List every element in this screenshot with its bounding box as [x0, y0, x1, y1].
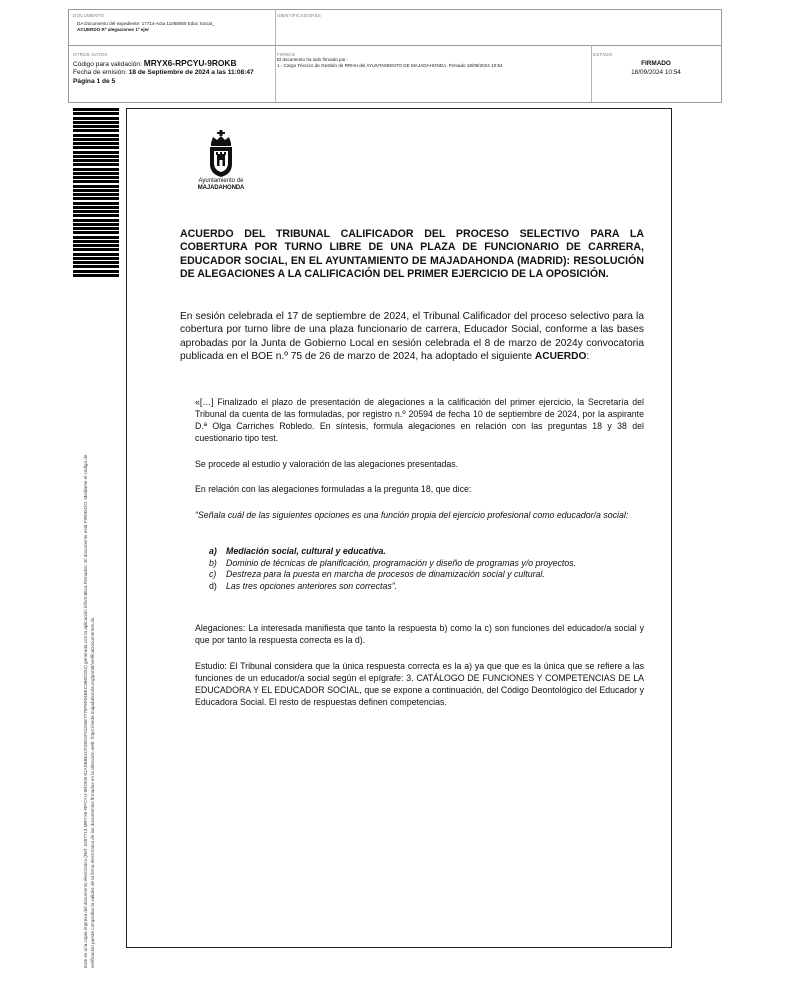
validation-code-label: Código para validación:	[73, 61, 142, 68]
barcode-bar	[73, 121, 119, 124]
barcode-bar	[73, 270, 119, 273]
barcode-bar	[73, 172, 119, 175]
verification-line: Este es una copia impresa del documento electrónico (Ref: 3287713 MRYX6-RPCYU-9ROKB 81AD6B61CF2BD1F01D6E7770F8F04BEC3B0D252) generada con la aplicación informática Firmadoc. El documento está FIRMADO. Mediante el código de	[83, 454, 88, 968]
barcode-bar	[73, 138, 119, 141]
documento-line: ACUERDO Rº alegaciones 1º ejer	[77, 27, 150, 33]
estado-label: ESTADO	[593, 52, 613, 57]
barcode-bar	[73, 159, 119, 162]
barcode-bar	[73, 125, 119, 128]
barcode-bar	[73, 180, 119, 183]
estado-cell	[593, 52, 719, 100]
barcode-bar	[73, 240, 119, 243]
barcode-bar	[73, 253, 119, 256]
barcode-bar	[73, 236, 119, 239]
municipality-logo	[188, 130, 254, 202]
firmas-line: El documento ha sido firmado por :	[277, 57, 349, 62]
paragraph: Alegaciones: La interesada manifiesta que tanto la respuesta b) como la c) son funciones del educador/a social y que por tanto la respuesta correcta es la d).	[195, 623, 644, 645]
documento-cell	[73, 13, 273, 45]
issue-date-label: Fecha de emisión:	[73, 69, 127, 77]
barcode-bar	[73, 163, 119, 166]
barcode-bar	[73, 227, 119, 230]
barcode-bar	[73, 176, 119, 179]
barcode-bar	[73, 112, 119, 115]
barcode-bar	[73, 151, 119, 154]
paragraph: En relación con las alegaciones formuladas a la pregunta 18, que dice:	[195, 484, 472, 494]
firmas-line: 1.- Cargo Técnico de Gestión de RRHH del AYUNTAMIENTO DE MAJADAHONDA. Firmado 18/09/2024 10:54	[277, 63, 503, 69]
paragraph: Se procede al estudio y valoración de las alegaciones presentadas.	[195, 459, 459, 469]
barcode-bar	[73, 214, 119, 217]
coat-of-arms-icon	[205, 130, 237, 178]
identificadores-label: IDENTIFICADORES	[277, 13, 322, 18]
intro-paragraph: En sesión celebrada el 17 de septiembre de 2024, el Tribunal Calificador del proceso selectivo para la cobertura por turno libre de una plaza funcionario de carrera, Educador Social, conforme a las bases aprobadas por la Junta de Gobierno Local en sesión celebrada el 8 de marzo de 2024y convocatoria publicada en el BOE n.º 75 de 26 de marzo de 2024, ha adoptado el siguiente ACUERDO:	[180, 311, 644, 363]
barcode-bar	[73, 248, 119, 251]
barcode-bar	[73, 231, 119, 234]
issue-date-line	[73, 69, 273, 77]
validation-code-line	[73, 59, 273, 69]
answer-option: c) Destreza para la puesta en marcha de procesos de dinamización social y cultural.	[209, 569, 545, 580]
acuerdo-keyword: ACUERDO	[534, 351, 587, 363]
barcode-bar	[73, 168, 119, 171]
barcode-bar	[73, 202, 119, 205]
barcode-bar	[73, 142, 119, 145]
verification-side-text	[82, 298, 96, 968]
signature-status: FIRMADO	[641, 60, 671, 67]
barcode-bar	[73, 146, 119, 149]
logo-text: MAJADAHONDA	[197, 184, 245, 191]
otros-datos-label: OTROS DATOS	[73, 52, 108, 57]
answer-option: b) Dominio de técnicas de planificación, programación y diseño de programas y/o proyectos.	[209, 557, 577, 568]
barcode-bar	[73, 185, 119, 188]
firmas-cell	[277, 52, 589, 100]
barcode-bar	[73, 223, 119, 226]
divider	[69, 45, 721, 46]
documento-line: DA Documento del expediente: 17714-Acta 11068550 Educ Social_	[77, 21, 215, 26]
barcode-bar	[73, 134, 119, 137]
barcode-bar	[73, 108, 119, 111]
barcode-bar	[73, 257, 119, 260]
barcode-bar	[73, 219, 119, 222]
issue-date: 18 de Septiembre de 2024 a las 11:08:47	[128, 69, 254, 77]
verification-line: verificación puede comprobar la validez de la firma electrónica de los documentos firmados en la dirección web: https://sede.majadahonda.org/portal/verificaDocumentos.do	[90, 617, 95, 968]
barcode-bar	[73, 261, 119, 264]
documento-label: DOCUMENTO	[73, 13, 105, 18]
page-count: Página 1 de 5	[73, 77, 116, 85]
barcode-bar	[73, 189, 119, 192]
documento-value	[77, 21, 273, 34]
firmas-label: FIRMAS	[277, 52, 296, 57]
answer-options	[209, 546, 645, 592]
identificadores-cell	[277, 13, 717, 45]
logo-text: Ayuntamiento de	[198, 178, 244, 184]
barcode	[73, 108, 119, 281]
divider	[591, 45, 592, 102]
validation-code[interactable]: MRYX6-RPCYU-9ROKB	[143, 58, 237, 68]
barcode-bar	[73, 206, 119, 209]
barcode-bar	[73, 197, 119, 200]
paragraph: Estudio: El Tribunal considera que la única respuesta correcta es la a) ya que que es la única que se refiere a las funciones de un educador/a social según el epígrafe: 3. CATÁLOGO DE FUNCIONES Y COMPETENCIAS DE LA EDUCADORA Y EL EDUCADOR SOCIAL, que se expone a continuación, del Código Deontológico del Educador y Educadora Social. El resto de respuestas definen competencias.	[195, 661, 644, 707]
barcode-bar	[73, 117, 119, 120]
barcode-bar	[73, 244, 119, 247]
otros-datos-cell	[73, 52, 273, 100]
barcode-bar	[73, 193, 119, 196]
document-title: ACUERDO DEL TRIBUNAL CALIFICADOR DEL PROCESO SELECTIVO PARA LA COBERTURA POR TURNO LIBRE DE UNA PLAZA DE FUNCIONARIO DE CARRERA, EDUCADOR SOCIAL, EN EL AYUNTAMIENTO DE MAJADAHONDA (MADRID): RESOLUCIÓN DE ALEGACIONES A LA CALIFICACIÓN DEL PRIMER EJERCICIO DE LA OPOSICIÓN.	[180, 228, 644, 281]
barcode-bar	[73, 129, 119, 132]
document-metadata-header	[68, 9, 722, 103]
divider	[275, 10, 276, 102]
barcode-bar	[73, 155, 119, 158]
barcode-bar	[73, 265, 119, 268]
barcode-bar	[73, 274, 119, 277]
paragraph: «[…] Finalizado el plazo de presentación de alegaciones a la calificación del primer ejercicio, la Secretaría del Tribunal da cuenta de las formuladas, por registro n.º 20594 de fecha 10 de septiembre de 2024, por la aspirante D.ª Olga Carriches Robledo. En síntesis, formula alegaciones en relación con las preguntas 18 y 38 del cuestionario tipo test.	[195, 397, 644, 443]
question-quote: “Señala cuál de las siguientes opciones es una función propia del ejercicio profesional como educador/a social:	[195, 510, 629, 520]
barcode-bar	[73, 210, 119, 213]
signature-date: 18/09/2024 10:54	[631, 69, 681, 76]
answer-option: a) Mediación social, cultural y educativa.	[209, 546, 386, 556]
answer-option: d) Las tres opciones anteriores son correctas”.	[209, 580, 398, 591]
